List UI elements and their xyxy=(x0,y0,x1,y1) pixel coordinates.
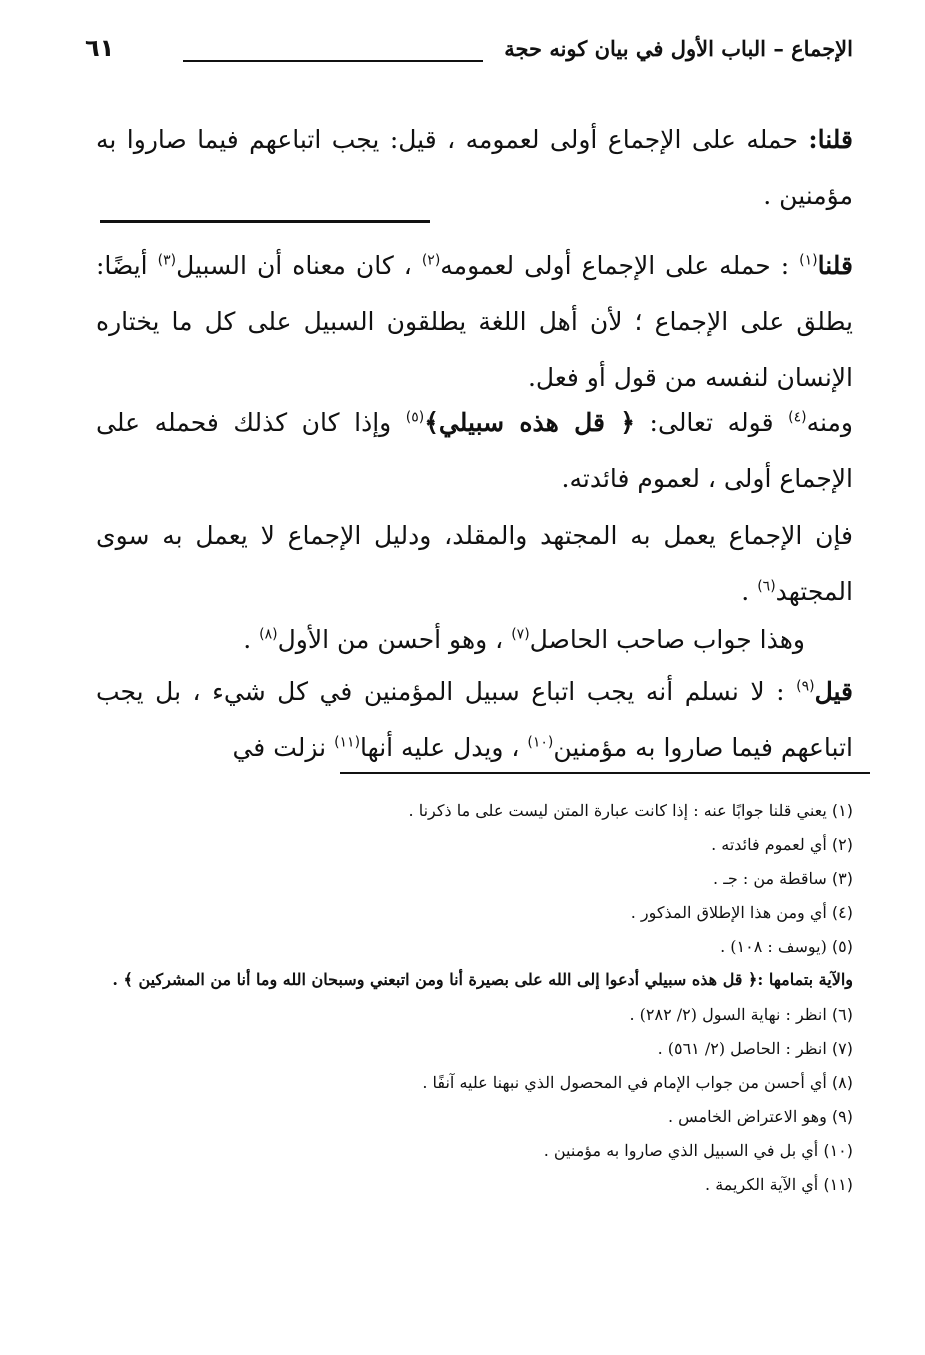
footnotes-section xyxy=(88,794,853,1202)
paragraph-3 xyxy=(96,395,853,507)
paragraph-text: ومنه xyxy=(806,408,853,437)
paragraph-text: : حمله على الإجماع أولى لعمومه xyxy=(440,251,800,280)
footnote-number: (٩) xyxy=(831,1107,853,1126)
footnote-number: (١) xyxy=(831,801,853,820)
footnote-ref[interactable]: (٩) xyxy=(796,678,815,695)
footnote-verse: والآية بتمامها :﴿ قل هذه سبيلي أدعوا إلى الله على بصيرة أنا ومن اتبعني وسبحان الله وما أنا من المشركين ﴾ . xyxy=(112,970,853,989)
footnote-text: أي أحسن من جواب الإمام في المحصول الذي نبهنا عليه آنفًا . xyxy=(422,1073,832,1092)
paragraph-2 xyxy=(96,238,853,406)
paragraph-text: فإن الإجماع يعمل به المجتهد والمقلد، ودليل الإجماع لا يعمل به سوى المجتهد xyxy=(96,521,853,606)
footnote-item xyxy=(88,1134,853,1168)
footnote-ref[interactable]: (٨) xyxy=(259,626,278,643)
paragraph-4 xyxy=(96,508,853,620)
paragraph-text: . xyxy=(243,625,260,654)
footnote-item xyxy=(88,1032,853,1066)
footnote-item xyxy=(88,1066,853,1100)
footnote-ref[interactable]: (١) xyxy=(799,252,818,269)
footnote-text: أي بل في السبيل الذي صاروا به مؤمنين . xyxy=(543,1141,824,1160)
paragraph-text: أيضًا: يطلق على الإجماع ؛ لأن أهل اللغة يطلقون السبيل على كل ما يختاره الإنسان لنفسه من قول أو فعل. xyxy=(96,251,853,392)
footnote-number: (٢) xyxy=(831,835,853,854)
footnote-text: انظر : نهاية السول (٢/ ٢٨٢) . xyxy=(629,1005,832,1024)
paragraph-text: وهذا جواب صاحب الحاصل xyxy=(529,625,805,654)
footnote-number: (٤) xyxy=(831,903,853,922)
footnote-item xyxy=(88,794,853,828)
footnote-text: وهو الاعتراض الخامس . xyxy=(667,1107,832,1126)
footnote-separator xyxy=(340,772,870,774)
footnote-ref[interactable]: (٣) xyxy=(157,252,177,269)
paragraph-5 xyxy=(96,612,853,668)
header-rule xyxy=(183,60,483,62)
footnote-item xyxy=(88,896,853,930)
lead-word: قيل xyxy=(814,677,853,706)
paragraph-6 xyxy=(96,664,853,776)
footnote-number: (٣) xyxy=(831,869,853,888)
footnote-number: (٨) xyxy=(831,1073,853,1092)
paragraph-text: ، وهو أحسن من الأول xyxy=(277,625,512,654)
paragraph-text: وإذا كان كذلك فحمله على الإجماع أولى ، لعموم فائدته. xyxy=(96,408,853,493)
footnote-number: (٦) xyxy=(831,1005,853,1024)
footnote-text: يعني قلنا جوابًا عنه : إذا كانت عبارة المتن ليست على ما ذكرنا . xyxy=(408,801,832,820)
footnote-text: أي ومن هذا الإطلاق المذكور . xyxy=(630,903,832,922)
footnote-number: (٧) xyxy=(831,1039,853,1058)
footnote-item xyxy=(88,1100,853,1134)
lead-word: قلنا: xyxy=(808,125,853,154)
paragraph-text: نزلت في xyxy=(232,733,335,762)
footnote-number: (٥) xyxy=(831,937,853,956)
footnote-text: ساقطة من : جـ . xyxy=(713,869,832,888)
footnote-ref[interactable]: (١١) xyxy=(334,734,361,751)
quran-quote: ﴿ قل هذه سبيلي﴾ xyxy=(424,408,635,437)
paragraph-text: . xyxy=(741,577,758,606)
page-number: ٦١ xyxy=(85,34,115,62)
footnote-ref[interactable]: (٥) xyxy=(405,409,425,426)
footnote-ref[interactable]: (٢) xyxy=(421,252,441,269)
footnote-text: انظر : الحاصل (٢/ ٥٦١) . xyxy=(657,1039,832,1058)
paragraph-text: قوله تعالى: xyxy=(634,408,789,437)
footnote-ref[interactable]: (٦) xyxy=(757,578,776,595)
chapter-title: الإجماع – الباب الأول في بيان كونه حجة xyxy=(504,36,853,61)
paragraph-text: ، ويدل عليه أنها xyxy=(360,733,528,762)
paragraph-text: : لا نسلم أنه يجب اتباع سبيل المؤمنين في كل شيء ، بل يجب اتباعهم فيما صاروا به مؤمنين xyxy=(96,677,853,762)
footnote-item xyxy=(88,998,853,1032)
footnote-text: أي لعموم فائدته . xyxy=(711,835,832,854)
footnote-item xyxy=(88,862,853,896)
footnote-ref[interactable]: (٤) xyxy=(788,409,807,426)
lead-word: قلنا xyxy=(817,251,853,280)
paragraph-1 xyxy=(96,112,853,224)
footnote-item xyxy=(88,930,853,964)
footnote-number: (١١) xyxy=(823,1175,853,1194)
footnote-text: (يوسف : ١٠٨) . xyxy=(720,937,832,956)
paragraph-text: ، كان معناه أن السبيل xyxy=(176,251,422,280)
footnote-number: (١٠) xyxy=(823,1141,853,1160)
footnote-item xyxy=(88,1168,853,1202)
footnote-ref[interactable]: (١٠) xyxy=(527,734,554,751)
footnote-ref[interactable]: (٧) xyxy=(511,626,530,643)
running-header xyxy=(85,28,853,78)
paragraph-text: حمله على الإجماع أولى لعمومه ، قيل: يجب اتباعهم فيما صاروا به مؤمنين . xyxy=(96,125,853,210)
footnote-item xyxy=(88,828,853,862)
footnote-text: أي الآية الكريمة . xyxy=(705,1175,824,1194)
section-separator xyxy=(100,220,430,223)
